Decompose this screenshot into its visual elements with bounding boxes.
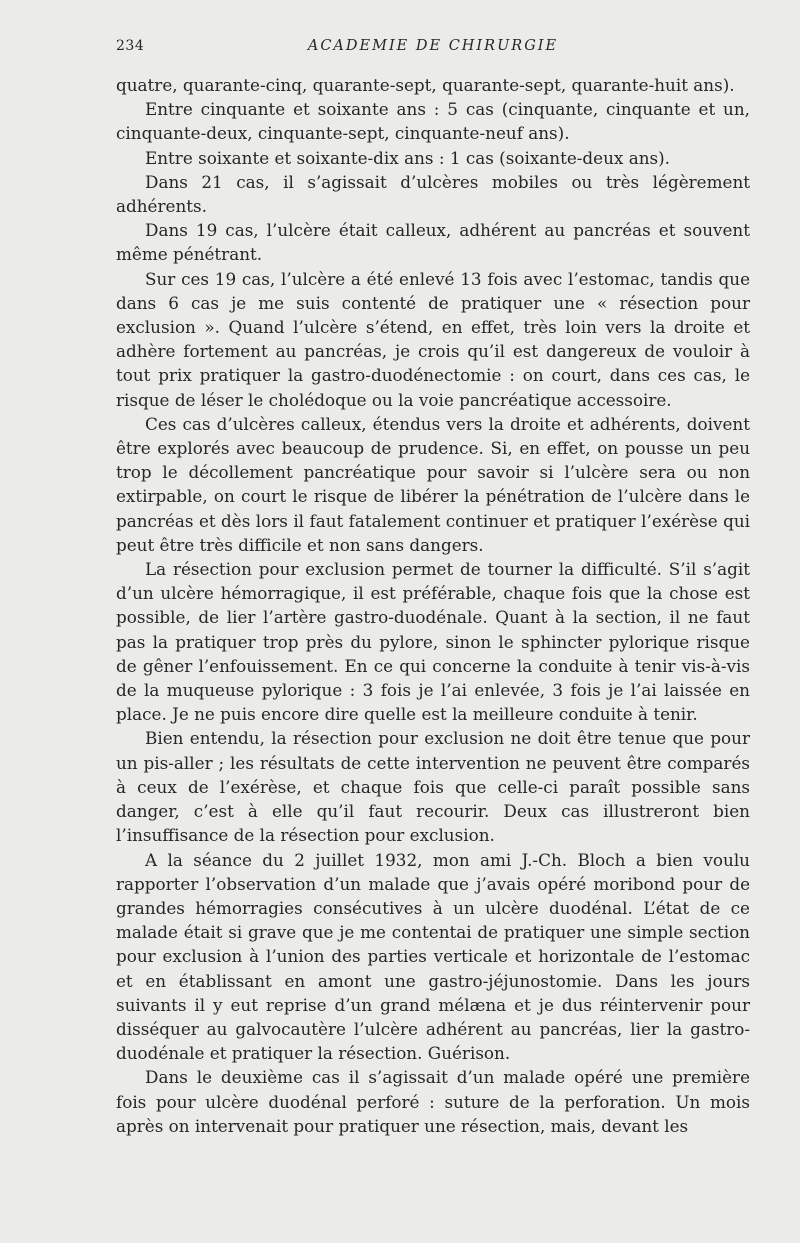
page-number: 234 [116,38,145,54]
paragraph: Entre soixante et soixante-dix ans : 1 cas (soixante-deux ans). [145,147,671,168]
paragraph: Dans 19 cas, l’ulcère était calleux, adhérent au pancréas et souvent même pénétrant. [116,220,750,265]
paragraph: La résection pour exclusion permet de tourner la difficulté. S’il s’agit d’un ulcère hémorragique, il est préférable, chaque fois que la chose est possible, de lier l’artère gastro-duodénale. Quant à la section, il ne faut pas la pratiquer trop près du pylore, sinon le sphincter pylorique risque de gêner l’enfouissement. En ce qui concerne la conduite à tenir vis-à-vis de la muqueuse pylorique : 3 fois je l’ai enlevée, 3 fois je l’ai laissée en place. Je ne puis encore dire quelle est la meilleure conduite à tenir. [116,559,750,725]
paragraph: Bien entendu, la résection pour exclusion ne doit être tenue que pour un pis-aller ; les résultats de cette intervention ne peuvent être comparés à ceux de l’exérèse, et chaque fois que celle-ci paraît possible sans danger, c’est à elle qu’il faut recourir. Deux cas illustreront bien l’insuffisance de la résection pour exclusion. [116,728,750,846]
paragraph: Dans le deuxième cas il s’agissait d’un malade opéré une première fois pour ulcère duodénal perforé : suture de la perforation. Un mois après on intervenait pour pratiquer une résection, mais, devant les [116,1067,750,1136]
running-title: ACADEMIE DE CHIRURGIE [307,38,559,54]
paragraph: A la séance du 2 juillet 1932, mon ami J.-Ch. Bloch a bien voulu rapporter l’observation d’un malade que j’avais opéré moribond pour de grandes hémorragies consécutives à un ulcère duodénal. L’état de ce malade était si grave que je me contentai de pratiquer une simple section pour exclusion à l’union des parties verticale et horizontale de l’estomac et en établissant en amont une gastro-jéjunostomie. Dans les jours suivants il y eut reprise d’un grand mélæna et je dus réintervenir pour disséquer au galvocautère l’ulcère adhérent au pancréas, lier la gastro-duodénale et pratiquer la résection. Guérison. [116,849,750,1064]
paragraph: Ces cas d’ulcères calleux, étendus vers la droite et adhérents, doivent être explorés avec beaucoup de prudence. Si, en effet, on pousse un peu trop le décollement pancréatique pour savoir si l’ulcère sera ou non extirpable, on court le risque de libérer la pénétration de l’ulcère dans le pancréas et dès lors il faut fatalement continuer et pratiquer l’exérèse qui peut être très difficile et non sans dangers. [116,413,750,555]
paragraph: Sur ces 19 cas, l’ulcère a été enlevé 13 fois avec l’estomac, tandis que dans 6 cas je me suis contenté de pratiquer une « résection pour exclusion ». Quand l’ulcère s’étend, en effet, très loin vers la droite et adhère fortement au pancréas, je crois qu’il est dangereux de vouloir à tout prix pratiquer la gastro-duodénectomie : on court, dans ces cas, le risque de léser le cholédoque ou la voie pancréatique accessoire. [116,268,750,410]
page-header [116,38,750,58]
paragraph: quatre, quarante-cinq, quarante-sept, quarante-sept, quarante-huit ans). [116,75,735,95]
paragraph: Dans 21 cas, il s’agissait d’ulcères mobiles ou très légèrement adhérents. [116,171,750,217]
paragraph: Entre cinquante et soixante ans : 5 cas (cinquante, cinquante et un, cinquante-deux, cinquante-sept, cinquante-neuf ans). [116,99,750,144]
body-text [116,73,750,1138]
